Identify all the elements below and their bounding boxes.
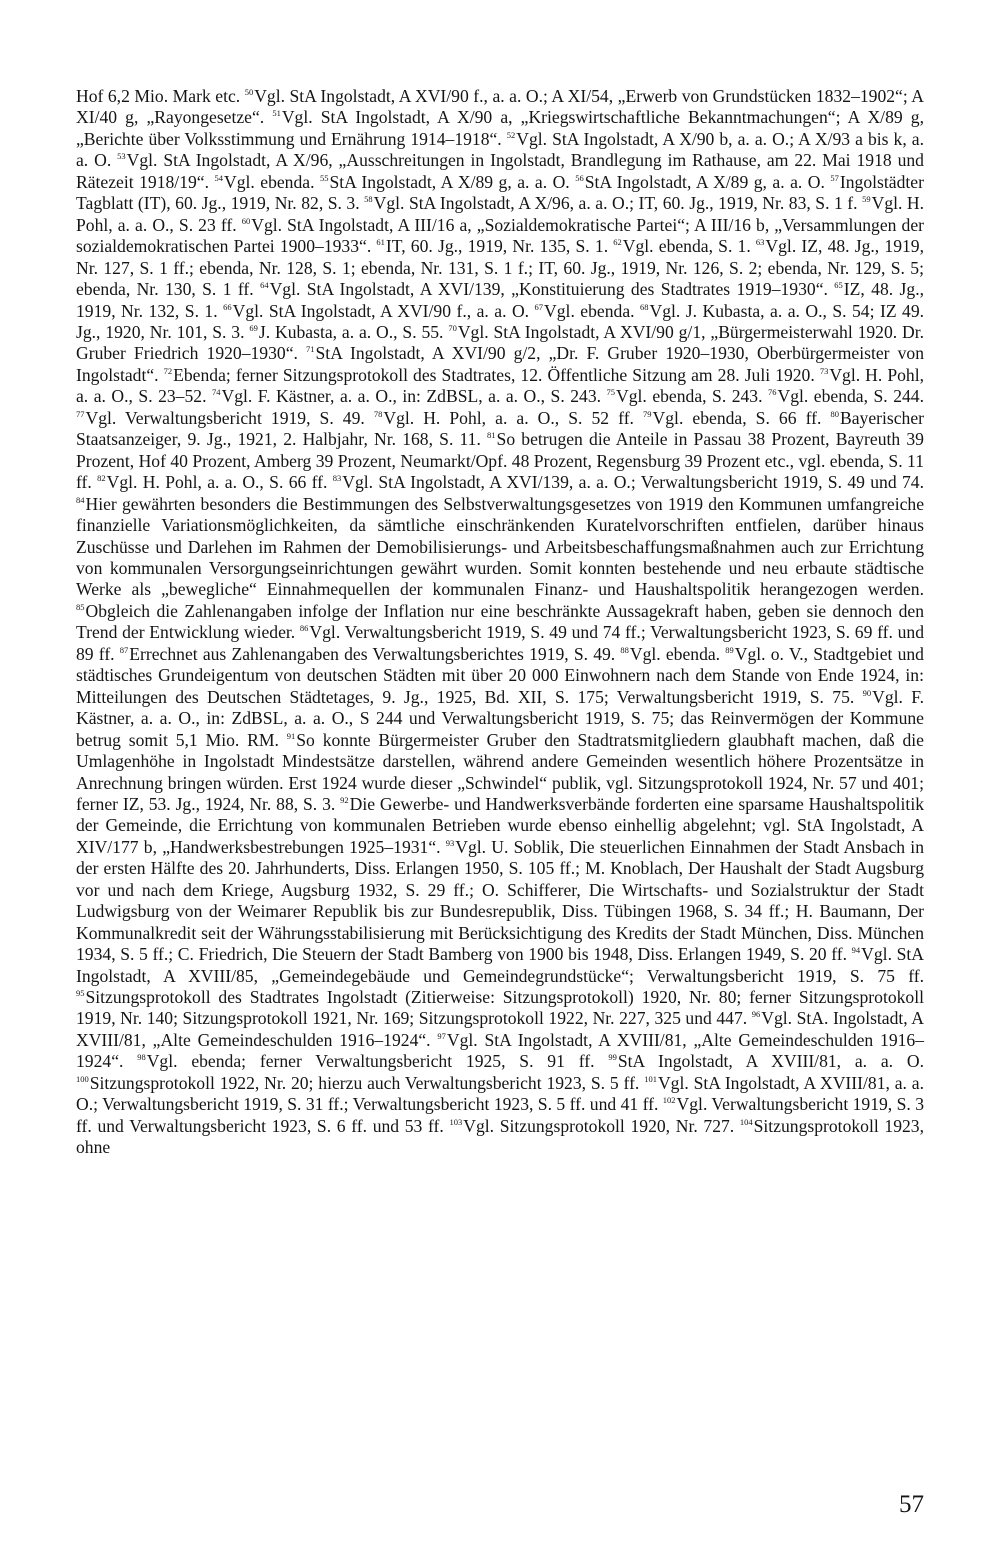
footnote-79 — [643, 408, 821, 428]
footnote-text: Errechnet aus Zahlenangaben des Verwaltungsberichtes 1919, S. 49. — [129, 643, 616, 664]
footnote-83 — [333, 472, 924, 492]
footnote-marker: 95 — [76, 988, 85, 999]
footnote-text: Vgl. StA Ingolstadt, A X/96, „Ausschreitungen in Ingolstadt, Brandlegung im Rathause, am 22. Mai 1918 und Rätezeit 1918/19“. — [76, 150, 924, 192]
footnote-marker: 53 — [117, 151, 126, 162]
footnote-text: J. Kubasta, a. a. O., S. 55. — [258, 321, 444, 342]
footnote-69 — [249, 322, 443, 342]
footnote-marker: 70 — [448, 322, 457, 333]
footnote-text: Vgl. StA Ingolstadt, A XVI/90 g/1, „Bürgermeisterwahl 1920. Dr. Gruber Friedrich 1920–1930“. — [76, 321, 925, 364]
footnote-marker: 51 — [272, 108, 281, 119]
footnote-marker: 65 — [834, 280, 843, 291]
footnote-text: Vgl. StA Ingolstadt, A XVI/90 f., a. a. O. — [232, 300, 530, 321]
footnote-text: Vgl. StA Ingolstadt, A XVIII/85, „Gemeindegebäude und Gemeindegrundstücke“; Verwaltungsbericht 1919, S. 75 ff. — [76, 944, 924, 986]
footnote-marker: 92 — [340, 794, 349, 805]
footnote-75 — [607, 386, 763, 406]
footnote-100 — [76, 1073, 639, 1093]
footnote-marker: 96 — [751, 1009, 761, 1020]
footnote-text: StA Ingolstadt, A X/89 g, a. a. O. — [329, 171, 570, 192]
footnote-72 — [164, 365, 815, 385]
footnote-text: Vgl. U. Soblik, Die steuerlichen Einnahmen der Stadt Ansbach in der ersten Hälfte des 20. Jahrhunderts, Diss. Erlangen 1950, S. 105 ff.; M. Knoblach, Der Haushalt der Stadt Augsburg vor und nach dem Kriege, Augsburg 1932, S. 29 ff.; O. Schifferer, Die Wirtschafts- und Sozialstruktur der Stadt Ludwigsburg von der Weimarer Republik bis zur Bundesrepublik, Diss. Tübingen 1968, S. 34 ff.; H. Baumann, Der Kommunalkredit seit der Währungsstabilisierung mit Berücksichtigung des Kredits der Stadt München, Diss. München 1934, S. 5 ff.; C. Friedrich, Die Steuern der Stadt Bamberg von 1900 bis 1948, Diss. Erlangen 1949, S. 20 ff. — [76, 836, 924, 965]
footnote-text: Vgl. H. Pohl, a. a. O., S. 23 ff. — [76, 193, 925, 235]
footnote-marker: 50 — [244, 87, 254, 97]
footnote-marker: 79 — [643, 408, 652, 419]
footnote-text: Vgl. IZ, 48. Jg., 1919, Nr. 127, S. 1 ff.; ebenda, Nr. 128, S. 1; ebenda, Nr. 131, S. 1 f.; IT, 60. Jg., 1919, Nr. 126, S. 2; ebenda, Nr. 129, S. 5; ebenda, Nr. 130, S. 1 ff. — [76, 236, 924, 300]
footnote-text: Vgl. StA Ingolstadt, A XVIII/81, a. a. O.; Verwaltungsbericht 1919, S. 31 ff.; Verwaltungsbericht 1923, S. 5 ff. und 41 ff. — [76, 1072, 924, 1115]
footnote-page — [76, 86, 924, 1159]
footnote-marker: 80 — [830, 408, 839, 419]
footnote-marker: 60 — [241, 215, 251, 226]
footnote-block — [76, 86, 924, 1159]
footnote-74 — [212, 386, 601, 406]
footnote-text: Vgl. ebenda. — [629, 643, 721, 664]
footnote-marker: 85 — [76, 601, 85, 612]
footnote-marker: 56 — [575, 172, 584, 183]
footnote-text: Vgl. ebenda. — [223, 171, 315, 192]
footnote-87 — [120, 644, 615, 664]
footnote-text: Vgl. ebenda, S. 1. — [622, 236, 751, 257]
footnote-marker: 98 — [137, 1052, 146, 1063]
footnote-text: Vgl. ebenda, S. 244. — [777, 386, 924, 407]
footnote-marker: 69 — [249, 322, 258, 333]
footnote-marker: 58 — [364, 194, 373, 205]
footnote-text: Sitzungsprotokoll des Stadtrates Ingolstadt (Zitierweise: Sitzungsprotokoll) 1920, Nr. 80; ferner Sitzungsprotokoll 1919, Nr. 140; Sitzungsprotokoll 1921, Nr. 169; Sitzungsprotokoll 1922, Nr. 227, 325 und 447. — [76, 987, 924, 1029]
footnote-marker: 87 — [119, 644, 129, 655]
footnote-67 — [535, 301, 635, 321]
footnote-54 — [214, 172, 314, 192]
footnote-marker: 76 — [768, 387, 777, 398]
footnote-marker: 73 — [819, 365, 829, 376]
footnote-marker: 103 — [449, 1116, 463, 1127]
footnote-82 — [97, 472, 327, 492]
footnote-64 — [260, 279, 828, 299]
footnote-text: Vgl. StA. Ingolstadt, A XVIII/81, „Alte Gemeindeschulden 1916–1924“. — [76, 1008, 924, 1050]
footnote-marker: 84 — [76, 494, 85, 505]
footnote-list — [76, 86, 924, 1157]
footnote-78 — [374, 408, 634, 428]
footnote-marker: 86 — [299, 623, 309, 634]
footnote-marker: 94 — [851, 945, 861, 956]
footnote-text: Ingolstädter Tagblatt (IT), 60. Jg., 1919, Nr. 82, S. 3. — [76, 171, 924, 214]
footnote-marker: 81 — [487, 430, 496, 441]
footnote-text: Vgl. o. V., Stadtgebiet und städtisches Grundeigentum von deutschen Städten mit über 20 000 Einwohnern nach dem Stande von Ende 1924, in: Mitteilungen des Deutschen Städtetages, 9. Jg., 1925, Bd. XII, S. 175; Verwaltungsbericht 1919, S. 75. — [76, 643, 924, 707]
footnote-77 — [76, 408, 365, 428]
footnote-marker: 90 — [862, 687, 872, 698]
footnote-text: Ebenda; ferner Sitzungsprotokoll des Stadtrates, 12. Öffentliche Sitzung am 28. Juli 1920. — [173, 364, 815, 385]
footnote-text: Sitzungsprotokoll 1922, Nr. 20; hierzu auch Verwaltungsbericht 1923, S. 5 ff. — [89, 1072, 640, 1093]
footnote-text: StA Ingolstadt, A XVIII/81, a. a. O. — [617, 1051, 924, 1072]
footnote-56 — [575, 172, 825, 192]
footnote-marker: 62 — [613, 237, 622, 248]
footnote-marker: 55 — [319, 172, 329, 183]
footnote-text: IT, 60. Jg., 1919, Nr. 135, S. 1. — [385, 236, 609, 257]
footnote-text: Vgl. StA Ingolstadt, A X/90 b, a. a. O.; A X/93 a bis k, a. a. O. — [76, 128, 924, 171]
footnote-text: Vgl. H. Pohl, a. a. O., S. 23–52. — [76, 364, 924, 407]
footnote-marker: 101 — [644, 1073, 657, 1084]
footnote-marker: 100 — [76, 1073, 89, 1084]
footnote-marker: 91 — [286, 730, 296, 741]
footnote-text: StA Ingolstadt, A X/89 g, a. a. O. — [584, 171, 825, 192]
footnote-marker: 99 — [608, 1052, 617, 1063]
footnote-text: Vgl. ebenda, S. 66 ff. — [652, 407, 822, 428]
footnote-76 — [768, 386, 924, 406]
footnote-text: Bayerischer Staatsanzeiger, 9. Jg., 1921, 2. Halbjahr, Nr. 168, S. 11. — [76, 407, 925, 450]
footnote-103 — [450, 1116, 735, 1136]
footnote-88 — [620, 644, 720, 664]
footnote-marker: 93 — [445, 837, 455, 848]
page-number: 57 — [899, 1491, 924, 1518]
footnote-55 — [320, 172, 570, 192]
footnote-marker: 89 — [725, 644, 734, 655]
footnote-marker: 83 — [332, 473, 342, 484]
footnote-text: So konnte Bürgermeister Gruber den Stadtratsmitgliedern glaubhaft machen, daß die Umlagenhöhe in Ingolstadt Mindestsätze darstellen, während andere Gemeinden wesentlich höhere Prozentsätze in Anrechnung bringen würden. Erst 1924 wurde dieser „Schwindel“ publik, vgl. Sitzungsprotokoll 1924, Nr. 57 und 401; ferner IZ, 53. Jg., 1924, Nr. 88, S. 3. — [76, 729, 924, 814]
footnote-text: Obgleich die Zahlenangaben infolge der Inflation nur eine beschränkte Aussagekraft haben, geben sie dennoch den Trend der Entwicklung wieder. — [76, 600, 924, 643]
footnote-text: StA Ingolstadt, A XVI/90 g/2, „Dr. F. Gruber 1920–1930, Oberbürgermeister von Ingolstadt“. — [76, 343, 925, 385]
footnote-marker: 104 — [739, 1116, 753, 1127]
footnote-marker: 72 — [163, 365, 173, 376]
footnote-text: Hier gewährten besonders die Bestimmungen des Selbstverwaltungsgesetzes von 1919 den Kommunen umfangreiche finanzielle Variationsmöglichkeiten, da sämtliche einschränkenden Kuratelvorschriften entfielen, darüber hinaus Zuschüsse und Darlehen im Rahmen der Demobilisierungs- und Arbeitsbeschaffungsmaßnahmen auch zur Errichtung von kommunalen Versorgungseinrichtungen gewährt wurden. Somit konnten bestehende und neu erbaute städtische Werke als „bewegliche“ Einnahmequellen der kommunalen Finanz- und Haushaltspolitik herangezogen werden. — [76, 493, 924, 600]
footnote-text: Vgl. Verwaltungsbericht 1919, S. 49 und 74 ff.; Verwaltungsbericht 1923, S. 69 ff. und 89 ff. — [76, 622, 924, 664]
footnote-marker: 97 — [437, 1030, 446, 1041]
footnote-66 — [223, 301, 529, 321]
footnote-62 — [613, 236, 750, 256]
footnote-text: So betrugen die Anteile in Passau 38 Prozent, Bayreuth 39 Prozent, Hof 40 Prozent, Amberg 39 Prozent, Neumarkt/Opf. 48 Prozent, Regensburg 39 Prozent etc., vgl. ebenda, S. 11 ff. — [76, 429, 924, 493]
footnote-text: Vgl. F. Kästner, a. a. O., in: ZdBSL, a. a. O., S. 243. — [221, 386, 602, 407]
footnote-marker: 57 — [830, 172, 839, 183]
footnote-text: Sitzungsprotokoll 1923, ohne — [76, 1115, 924, 1158]
footnote-marker: 77 — [76, 408, 85, 419]
footnote-marker: 63 — [755, 237, 765, 248]
footnote-text: Vgl. StA Ingolstadt, A XVI/90 f., a. a. O.; A XI/54, „Erwerb von Grundstücken 1832–1902“; A XI/40 g, „Rayongesetze“. — [76, 86, 924, 128]
footnote-58 — [364, 193, 857, 213]
footnote-marker: 54 — [214, 172, 223, 183]
footnote-text: Vgl. ebenda; ferner Verwaltungsbericht 1925, S. 91 ff. — [146, 1051, 595, 1072]
footnote-marker: 61 — [376, 237, 385, 248]
footnote-marker: 64 — [260, 280, 269, 291]
footnote-text: Vgl. StA Ingolstadt, A X/90 a, „Kriegswirtschaftliche Bekanntmachungen“; A X/89 g, „Berichte über Volksstimmung und Ernährung 1914–1918“. — [76, 107, 924, 149]
footnote-text: Vgl. StA Ingolstadt, A XVI/139, a. a. O.; Verwaltungsbericht 1919, S. 49 und 74. — [342, 472, 924, 493]
footnote-text: Vgl. Verwaltungsbericht 1919, S. 3 ff. und Verwaltungsbericht 1923, S. 6 ff. und 53 ff. — [76, 1094, 924, 1136]
footnote-text: Vgl. H. Pohl, a. a. O., S. 66 ff. — [106, 472, 328, 493]
footnote-marker: 74 — [211, 387, 221, 398]
footnote-marker: 52 — [506, 129, 516, 140]
footnote-text: Vgl. StA Ingolstadt, A XVIII/81, „Alte Gemeindeschulden 1916–1924“. — [76, 1029, 925, 1072]
footnote-99 — [608, 1051, 924, 1071]
opening-text: Hof 6,2 Mio. Mark etc. — [76, 86, 241, 106]
footnote-98 — [137, 1051, 594, 1071]
footnote-text: Vgl. ebenda. — [544, 300, 635, 321]
footnote-text: Vgl. H. Pohl, a. a. O., S. 52 ff. — [383, 407, 634, 428]
footnote-marker: 75 — [606, 387, 616, 398]
footnote-text: Vgl. Sitzungsprotokoll 1920, Nr. 727. — [463, 1115, 735, 1136]
footnote-84 — [76, 494, 924, 600]
footnote-marker: 67 — [534, 301, 544, 312]
footnote-text: Vgl. StA Ingolstadt, A X/96, a. a. O.; IT, 60. Jg., 1919, Nr. 83, S. 1 f. — [373, 193, 858, 214]
footnote-marker: 71 — [306, 344, 315, 355]
footnote-text: Vgl. Verwaltungsbericht 1919, S. 49. — [85, 407, 365, 428]
footnote-text: Vgl. StA Ingolstadt, A XVI/139, „Konstituierung des Stadtrates 1919–1930“. — [269, 279, 828, 300]
footnote-text: Vgl. F. Kästner, a. a. O., in: ZdBSL, a. a. O., S 244 und Verwaltungsbericht 1919, S. 75; das Reinvermögen der Kommune betrug somit 5,1 Mio. RM. — [76, 686, 924, 750]
footnote-text: Vgl. ebenda, S. 243. — [616, 386, 763, 407]
footnote-marker: 66 — [223, 301, 232, 312]
footnote-61 — [376, 236, 608, 256]
footnote-marker: 78 — [373, 408, 383, 419]
footnote-marker: 102 — [662, 1095, 676, 1106]
footnote-marker: 68 — [640, 301, 649, 312]
footnote-text: Vgl. StA Ingolstadt, A III/16 a, „Sozialdemokratische Partei“; A III/16 b, „Versammlungen der sozialdemokratischen Partei 1900–1933“. — [76, 214, 924, 257]
footnote-marker: 82 — [97, 473, 106, 484]
footnote-marker: 88 — [620, 644, 629, 655]
footnote-text: Vgl. J. Kubasta, a. a. O., S. 54; IZ 49. Jg., 1920, Nr. 101, S. 3. — [76, 300, 925, 342]
footnote-text: Die Gewerbe- und Handwerksverbände forderten eine sparsame Haushaltspolitik der Gemeinde, die Errichtung von kommunalen Betrieben wurde ebenso einhellig abgelehnt; vgl. StA Ingolstadt, A XIV/177 b, „Handwerksbestrebungen 1925–1931“. — [76, 793, 924, 857]
footnote-marker: 59 — [862, 194, 871, 205]
footnote-text: IZ, 48. Jg., 1919, Nr. 132, S. 1. — [76, 279, 924, 321]
